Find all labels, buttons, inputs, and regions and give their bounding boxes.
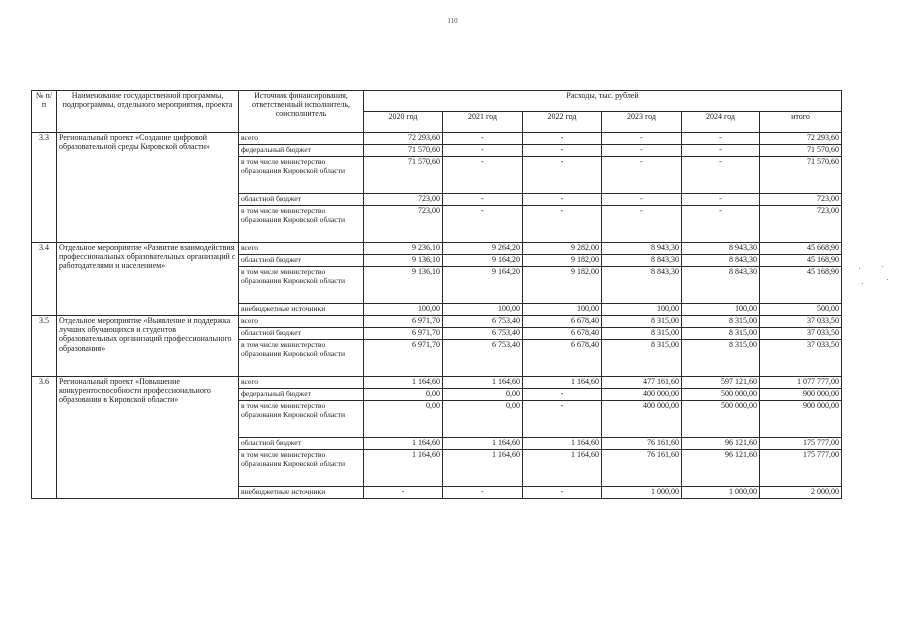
- year-value-cell: 100,00: [682, 304, 760, 316]
- total-cell: 45 168,90: [760, 267, 842, 304]
- row-number: 3.3: [32, 133, 57, 243]
- header-total: итого: [760, 112, 842, 133]
- year-value-cell: -: [602, 157, 682, 194]
- year-value-cell: 9 136,10: [364, 267, 443, 304]
- total-cell: 900 000,00: [760, 389, 842, 401]
- funding-source: в том числе министерство образования Кировской области: [239, 450, 364, 487]
- year-value-cell: -: [523, 206, 602, 243]
- year-value-cell: 8 315,00: [602, 316, 682, 328]
- year-value-cell: 6 971,70: [364, 316, 443, 328]
- funding-source: областной бюджет: [239, 328, 364, 340]
- year-value-cell: 6 971,70: [364, 340, 443, 377]
- table-row: [32, 377, 842, 389]
- year-value-cell: 8 315,00: [602, 328, 682, 340]
- funding-source: внебюджетные источники: [239, 304, 364, 316]
- budget-table-body: [32, 133, 842, 499]
- total-cell: 72 293,60: [760, 133, 842, 145]
- year-value-cell: 71 570,60: [364, 145, 443, 157]
- total-cell: 175 777,00: [760, 450, 842, 487]
- year-value-cell: 8 843,30: [602, 255, 682, 267]
- year-value-cell: 1 164,60: [443, 450, 523, 487]
- year-value-cell: 8 315,00: [602, 340, 682, 377]
- year-value-cell: 96 121,60: [682, 450, 760, 487]
- year-value-cell: 723,00: [364, 194, 443, 206]
- year-value-cell: -: [602, 194, 682, 206]
- page-number: 110: [447, 17, 458, 25]
- scan-speck: [862, 283, 863, 284]
- year-value-cell: 723,00: [364, 206, 443, 243]
- year-value-cell: -: [602, 206, 682, 243]
- year-value-cell: 9 164,20: [443, 255, 523, 267]
- year-value-cell: 96 121,60: [682, 438, 760, 450]
- measure-name: Отдельное мероприятие «Развитие взаимодействия профессиональных образовательных организаций с работодателями и населением»: [57, 243, 239, 316]
- year-value-cell: 6 971,70: [364, 328, 443, 340]
- total-cell: 71 570,60: [760, 157, 842, 194]
- header-num: № п/п: [32, 91, 57, 133]
- year-value-cell: 1 164,60: [523, 450, 602, 487]
- year-value-cell: 1 164,60: [523, 377, 602, 389]
- funding-source: в том числе министерство образования Кировской области: [239, 340, 364, 377]
- funding-source: областной бюджет: [239, 255, 364, 267]
- year-value-cell: 8 843,30: [682, 255, 760, 267]
- year-value-cell: 1 164,60: [364, 450, 443, 487]
- year-value-cell: -: [682, 194, 760, 206]
- table-row: [32, 243, 842, 255]
- table-row: [32, 133, 842, 145]
- year-value-cell: 9 236,10: [364, 243, 443, 255]
- year-value-cell: -: [443, 194, 523, 206]
- year-value-cell: -: [443, 487, 523, 499]
- year-value-cell: -: [443, 157, 523, 194]
- row-number: 3.6: [32, 377, 57, 499]
- funding-source: федеральный бюджет: [239, 145, 364, 157]
- budget-table: [31, 90, 842, 499]
- total-cell: 1 077 777,00: [760, 377, 842, 389]
- year-value-cell: -: [682, 206, 760, 243]
- year-value-cell: 9 182,00: [523, 267, 602, 304]
- measure-name: Отдельное мероприятие «Выявление и поддержка лучших обучающихся и студентов образовательных организаций профессионального образования»: [57, 316, 239, 377]
- table-row: [32, 316, 842, 328]
- year-value-cell: 9 282,00: [523, 243, 602, 255]
- year-value-cell: -: [523, 487, 602, 499]
- year-value-cell: 8 315,00: [682, 316, 760, 328]
- funding-source: в том числе министерство образования Кировской области: [239, 401, 364, 438]
- year-value-cell: -: [523, 194, 602, 206]
- year-value-cell: 9 164,20: [443, 267, 523, 304]
- funding-source: областной бюджет: [239, 438, 364, 450]
- year-value-cell: 76 161,60: [602, 438, 682, 450]
- year-value-cell: 71 570,60: [364, 157, 443, 194]
- year-value-cell: 100,00: [364, 304, 443, 316]
- scan-speck: [887, 279, 888, 280]
- year-value-cell: 6 753,40: [443, 340, 523, 377]
- year-value-cell: 9 136,10: [364, 255, 443, 267]
- total-cell: 175 777,00: [760, 438, 842, 450]
- funding-source: федеральный бюджет: [239, 389, 364, 401]
- funding-source: всего: [239, 316, 364, 328]
- year-value-cell: 9 182,00: [523, 255, 602, 267]
- row-number: 3.4: [32, 243, 57, 316]
- year-value-cell: 8 943,30: [602, 243, 682, 255]
- scan-speck: [859, 268, 860, 269]
- year-value-cell: -: [523, 389, 602, 401]
- total-cell: 45 668,90: [760, 243, 842, 255]
- year-value-cell: -: [602, 133, 682, 145]
- year-value-cell: 6 678,40: [523, 340, 602, 377]
- header-row-1: [32, 91, 842, 112]
- total-cell: 723,00: [760, 206, 842, 243]
- year-value-cell: 1 164,60: [364, 438, 443, 450]
- funding-source: всего: [239, 377, 364, 389]
- year-value-cell: 1 164,60: [523, 438, 602, 450]
- header-expenses: Расходы, тыс. рублей: [364, 91, 842, 112]
- funding-source: всего: [239, 133, 364, 145]
- year-value-cell: -: [523, 145, 602, 157]
- year-value-cell: 8 843,30: [602, 267, 682, 304]
- year-value-cell: -: [523, 133, 602, 145]
- year-value-cell: -: [364, 487, 443, 499]
- year-value-cell: -: [443, 145, 523, 157]
- year-value-cell: 400 000,00: [602, 401, 682, 438]
- year-value-cell: 1 164,60: [443, 438, 523, 450]
- funding-source: в том числе министерство образования Кировской области: [239, 157, 364, 194]
- year-value-cell: 100,00: [443, 304, 523, 316]
- total-cell: 45 168,90: [760, 255, 842, 267]
- header-year: 2022 год: [523, 112, 602, 133]
- funding-source: внебюджетные источники: [239, 487, 364, 499]
- year-value-cell: 0,00: [443, 401, 523, 438]
- header-year: 2023 год: [602, 112, 682, 133]
- year-value-cell: 6 678,40: [523, 316, 602, 328]
- year-value-cell: 8 315,00: [682, 340, 760, 377]
- year-value-cell: 72 293,60: [364, 133, 443, 145]
- year-value-cell: 1 000,00: [682, 487, 760, 499]
- total-cell: 37 033,50: [760, 340, 842, 377]
- year-value-cell: 597 121,60: [682, 377, 760, 389]
- year-value-cell: -: [682, 133, 760, 145]
- year-value-cell: 100,00: [523, 304, 602, 316]
- funding-source: в том числе министерство образования Кировской области: [239, 206, 364, 243]
- header-name: Наименование государственной программы, подпрограммы, отдельного мероприятия, проекта: [57, 91, 239, 133]
- total-cell: 2 000,00: [760, 487, 842, 499]
- total-cell: 37 033,50: [760, 328, 842, 340]
- total-cell: 71 570,60: [760, 145, 842, 157]
- year-value-cell: -: [682, 157, 760, 194]
- funding-source: областной бюджет: [239, 194, 364, 206]
- header-year: 2024 год: [682, 112, 760, 133]
- year-value-cell: 6 753,40: [443, 328, 523, 340]
- year-value-cell: -: [443, 206, 523, 243]
- year-value-cell: 400 000,00: [602, 389, 682, 401]
- total-cell: 900 000,00: [760, 401, 842, 438]
- year-value-cell: 9 264,20: [443, 243, 523, 255]
- year-value-cell: 500 000,00: [682, 401, 760, 438]
- year-value-cell: 500 000,00: [682, 389, 760, 401]
- row-number: 3.5: [32, 316, 57, 377]
- year-value-cell: -: [602, 145, 682, 157]
- year-value-cell: 0,00: [364, 389, 443, 401]
- year-value-cell: 477 161,60: [602, 377, 682, 389]
- header-source: Источник финансирования, ответственный исполнитель, соисполнитель: [239, 91, 364, 133]
- year-value-cell: 1 164,60: [443, 377, 523, 389]
- year-value-cell: 0,00: [443, 389, 523, 401]
- year-value-cell: 0,00: [364, 401, 443, 438]
- year-value-cell: 1 164,60: [364, 377, 443, 389]
- total-cell: 723,00: [760, 194, 842, 206]
- year-value-cell: -: [682, 145, 760, 157]
- year-value-cell: 76 161,60: [602, 450, 682, 487]
- year-value-cell: -: [523, 401, 602, 438]
- funding-source: всего: [239, 243, 364, 255]
- year-value-cell: 6 753,40: [443, 316, 523, 328]
- header-year: 2020 год: [364, 112, 443, 133]
- measure-name: Региональный проект «Повышение конкурентоспособности профессионального образования в Кировской области»: [57, 377, 239, 499]
- year-value-cell: 8 843,30: [682, 267, 760, 304]
- year-value-cell: 8 315,00: [682, 328, 760, 340]
- year-value-cell: 1 000,00: [602, 487, 682, 499]
- total-cell: 500,00: [760, 304, 842, 316]
- total-cell: 37 033,50: [760, 316, 842, 328]
- year-value-cell: 8 943,30: [682, 243, 760, 255]
- year-value-cell: -: [523, 157, 602, 194]
- year-value-cell: 6 678,40: [523, 328, 602, 340]
- scan-speck: [882, 266, 883, 267]
- header-year: 2021 год: [443, 112, 523, 133]
- funding-source: в том числе министерство образования Кировской области: [239, 267, 364, 304]
- year-value-cell: 100,00: [602, 304, 682, 316]
- measure-name: Региональный проект «Создание цифровой образовательной среды Кировской области»: [57, 133, 239, 243]
- year-value-cell: -: [443, 133, 523, 145]
